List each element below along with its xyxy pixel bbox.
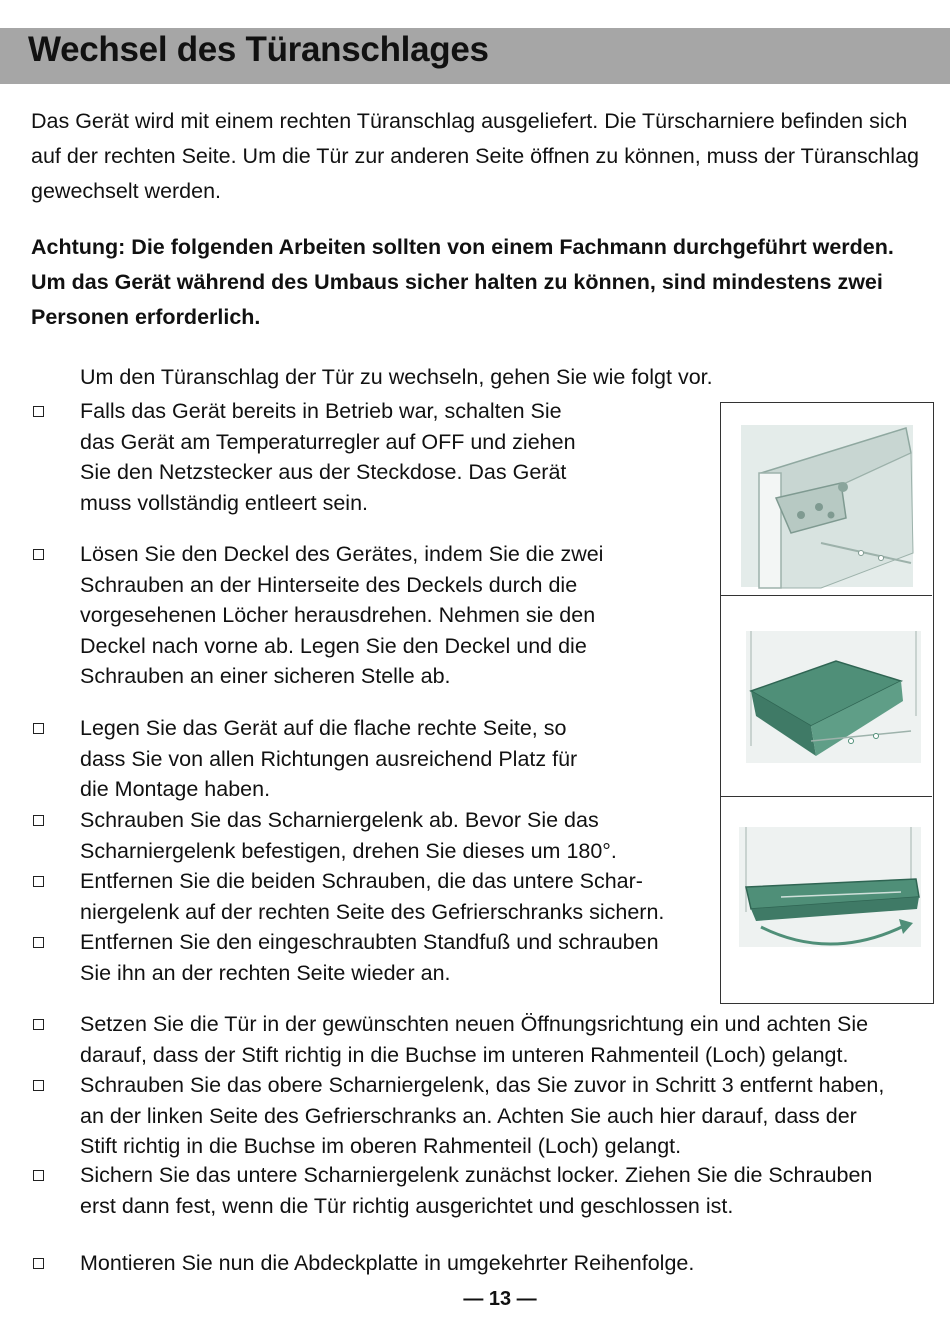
page-title: Wechsel des Türanschlages — [28, 30, 489, 69]
list-item-text: Legen Sie das Gerät auf die flache rechte Seite, so dass Sie von allen Richtungen ausreichend Platz für die Montage haben. — [80, 716, 578, 801]
list-item-text: Falls das Gerät bereits in Betrieb war, schalten Sie das Gerät am Temperaturregler auf OFF und ziehen Sie den Netzstecker aus der Steckdose. Das Gerät muss vollständig entleert sein. — [80, 399, 576, 515]
checkbox-bullet-icon — [33, 937, 44, 948]
hinge-illustration — [721, 403, 932, 596]
list-item-text: Schrauben Sie das Scharniergelenk ab. Bevor Sie das Scharniergelenk befestigen, drehen Sie dieses um 180°. — [80, 808, 617, 863]
list-item-text: Entfernen Sie den eingeschraubten Standfuß und schrauben Sie ihn an der rechten Seite wieder an. — [80, 930, 659, 985]
checkbox-bullet-icon — [33, 1170, 44, 1181]
checkbox-bullet-icon — [33, 549, 44, 560]
hinge-rotation-illustration — [721, 797, 932, 1003]
warning-paragraph: Achtung: Die folgenden Arbeiten sollten von einem Fachmann durchgeführt werden. Um das Gerät während des Umbaus sicher halten zu können, sind mindestens zwei Personen erforderlich. — [31, 235, 894, 329]
checkbox-bullet-icon — [33, 876, 44, 887]
checkbox-bullet-icon — [33, 1080, 44, 1091]
checkbox-bullet-icon — [33, 1019, 44, 1030]
illustration-panel — [720, 402, 934, 1004]
list-item-text: Sichern Sie das untere Scharniergelenk zunächst locker. Ziehen Sie die Schrauben erst dann fest, wenn die Tür richtig ausgerichtet und geschlossen ist. — [80, 1163, 873, 1218]
page-number: — 13 — — [463, 1288, 537, 1310]
checkbox-bullet-icon — [33, 1258, 44, 1269]
intro-paragraph: Das Gerät wird mit einem rechten Türanschlag ausgeliefert. Die Türscharniere befinden sich auf der rechten Seite. Um die Tür zur anderen Seite öffnen zu können, muss der Türanschlag gewechselt werden. — [31, 109, 919, 203]
list-item-text: Montieren Sie nun die Abdeckplatte in umgekehrter Reihenfolge. — [80, 1251, 695, 1275]
checkbox-bullet-icon — [33, 406, 44, 417]
cover-plate-illustration — [721, 596, 932, 797]
list-item-text: Entfernen Sie die beiden Schrauben, die das untere Schar- niergelenk auf der rechten Seite des Gefrierschranks sichern. — [80, 869, 665, 924]
checkbox-bullet-icon — [33, 723, 44, 734]
steps-intro: Um den Türanschlag der Tür zu wechseln, gehen Sie wie folgt vor. — [80, 365, 713, 389]
list-item-text: Setzen Sie die Tür in der gewünschten neuen Öffnungsrichtung ein und achten Sie darauf, dass der Stift richtig in die Buchse im unteren Rahmenteil (Loch) gelangt. — [80, 1012, 869, 1067]
list-item-text: Lösen Sie den Deckel des Gerätes, indem Sie die zwei Schrauben an der Hinterseite des Deckels durch die vorgesehenen Löcher herausdrehen. Nehmen sie den Deckel nach vorne ab. Legen Sie den Deckel und die Schrauben an einer sicheren Stelle ab. — [80, 542, 604, 688]
list-item-text: Schrauben Sie das obere Scharniergelenk, das Sie zuvor in Schritt 3 entfernt haben, an der linken Seite des Gefrierschranks an. Achten Sie auch hier darauf, dass der Stift richtig in die Buchse im oberen Rahmenteil (Loch) gelangt. — [80, 1073, 885, 1158]
checkbox-bullet-icon — [33, 815, 44, 826]
